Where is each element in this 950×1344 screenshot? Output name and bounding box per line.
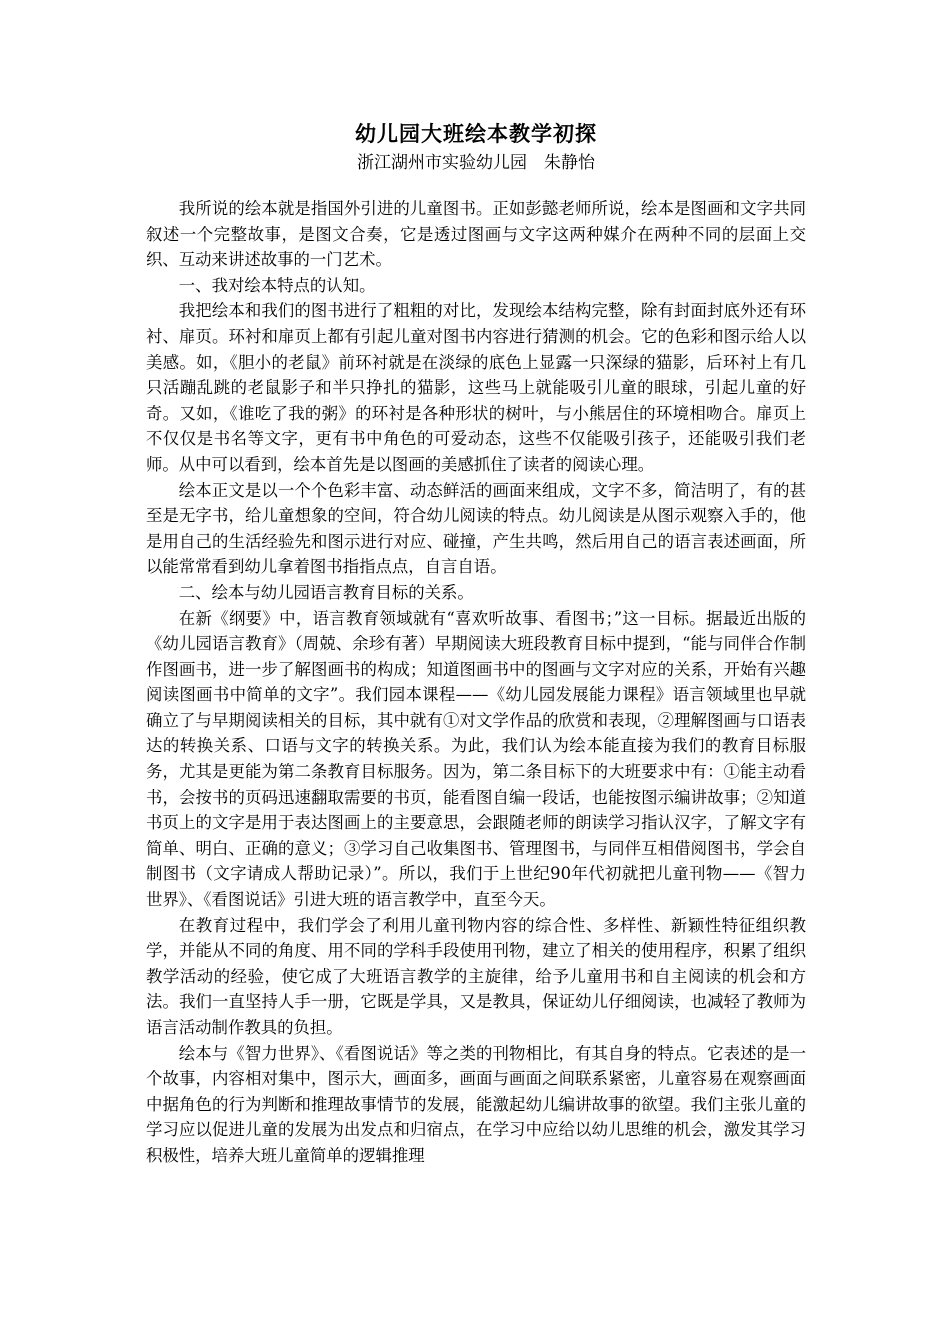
paragraph: 绘本正文是以一个个色彩丰富、动态鲜活的画面来组成，文字不多，简洁明了，有的甚至是无字书，给儿童想象的空间，符合幼儿阅读的特点。幼儿阅读是从图示观察入手的，他是用自己的生活经验先和图示进行对应、碰撞，产生共鸣，然后用自己的语言表述画面，所以能常常看到幼儿拿着图书指指点点，自言自语。 bbox=[146, 480, 806, 577]
document-title: 幼儿园大班绘本教学初探 bbox=[355, 121, 597, 146]
paragraph: 在教育过程中，我们学会了利用儿童刊物内容的综合性、多样性、新颖性特征组织教学，并能从不同的角度、用不同的学科手段使用刊物，建立了相关的使用程序，积累了组织教学活动的经验，使它成了大班语言教学的主旋律，给予儿童用书和自主阅读的机会和方法。我们一直坚持人手一册，它既是学具，又是教具，保证幼儿仔细阅读，也减轻了教师为语言活动制作教具的负担。 bbox=[146, 915, 806, 1037]
document-page bbox=[146, 118, 806, 1169]
section-heading-1: 一、我对绘本特点的认知。 bbox=[178, 275, 376, 295]
paragraph: 我把绘本和我们的图书进行了粗粗的对比，发现绘本结构完整，除有封面封底外还有环衬、扉页。环衬和扉页上都有引起儿童对图书内容进行猜测的机会。它的色彩和图示给人以美感。如，《胆小的老鼠》前环衬就是在淡绿的底色上显露一只深绿的猫影，后环衬上有几只活蹦乱跳的老鼠影子和半只挣扎的猫影，这些马上就能吸引儿童的眼球，引起儿童的好奇。又如，《谁吃了我的粥》的环衬是各种形状的树叶，与小熊居住的环境相吻合。扉页上不仅仅是书名等文字，更有书中角色的可爱动态，这些不仅能吸引孩子，还能吸引我们老师。从中可以看到，绘本首先是以图画的美感抓住了读者的阅读心理。 bbox=[146, 301, 806, 474]
document-body bbox=[146, 196, 806, 1169]
paragraph: 在新《纲要》中，语言教育领域就有“喜欢听故事、看图书；”这一目标。据最近出版的《幼儿园语言教育》（周兢、余珍有著）早期阅读大班段教育目标中提到，“能与同伴合作制作图画书，进一步了解图画书的构成；知道图画书中的图画与文字对应的关系，开始有兴趣阅读图画书中简单的文字”。我们园本课程——《幼儿园发展能力课程》语言领域里也早就确立了与早期阅读相关的目标，其中就有①对文学作品的欣赏和表现，②理解图画与口语表达的转换关系、口语与文字的转换关系。为此，我们认为绘本能直接为我们的教育目标服务，尤其是更能为第二条教育目标服务。因为，第二条目标下的大班要求中有：①能主动看书，会按书的页码迅速翻取需要的书页，能看图自编一段话，也能按图示编讲故事；②知道书页上的文字是用于表达图画上的主要意思，会跟随老师的朗读学习指认汉字，了解文字有简单、明白、正确的意义；③学习自己收集图书、管理图书，与同伴互相借阅图书，学会自制图书（文字请成人帮助记录）”。所以，我们于上世纪90年代初就把儿童刊物——《智力世界》、《看图说话》引进大班的语言教学中，直至今天。 bbox=[146, 608, 806, 910]
section-heading-2: 二、绘本与幼儿园语言教育目标的关系。 bbox=[178, 582, 474, 602]
paragraph-intro: 我所说的绘本就是指国外引进的儿童图书。正如彭懿老师所说，绘本是图画和文字共同叙述一个完整故事，是图文合奏，它是透过图画与文字这两种媒介在两种不同的层面上交织、互动来讲述故事的一门艺术。 bbox=[146, 199, 806, 270]
document-author-line: 浙江湖州市实验幼儿园 朱静怡 bbox=[357, 153, 595, 173]
paragraph: 绘本与《智力世界》、《看图说话》等之类的刊物相比，有其自身的特点。它表述的是一个故事，内容相对集中，图示大，画面多，画面与画面之间联系紧密，儿童容易在观察画面中据角色的行为判断和推理故事情节的发展，能激起幼儿编讲故事的欲望。我们主张儿童的学习应以促进儿童的发展为出发点和归宿点，在学习中应给以幼儿思维的机会，激发其学习积极性，培养大班儿童简单的逻辑推理 bbox=[146, 1043, 806, 1165]
